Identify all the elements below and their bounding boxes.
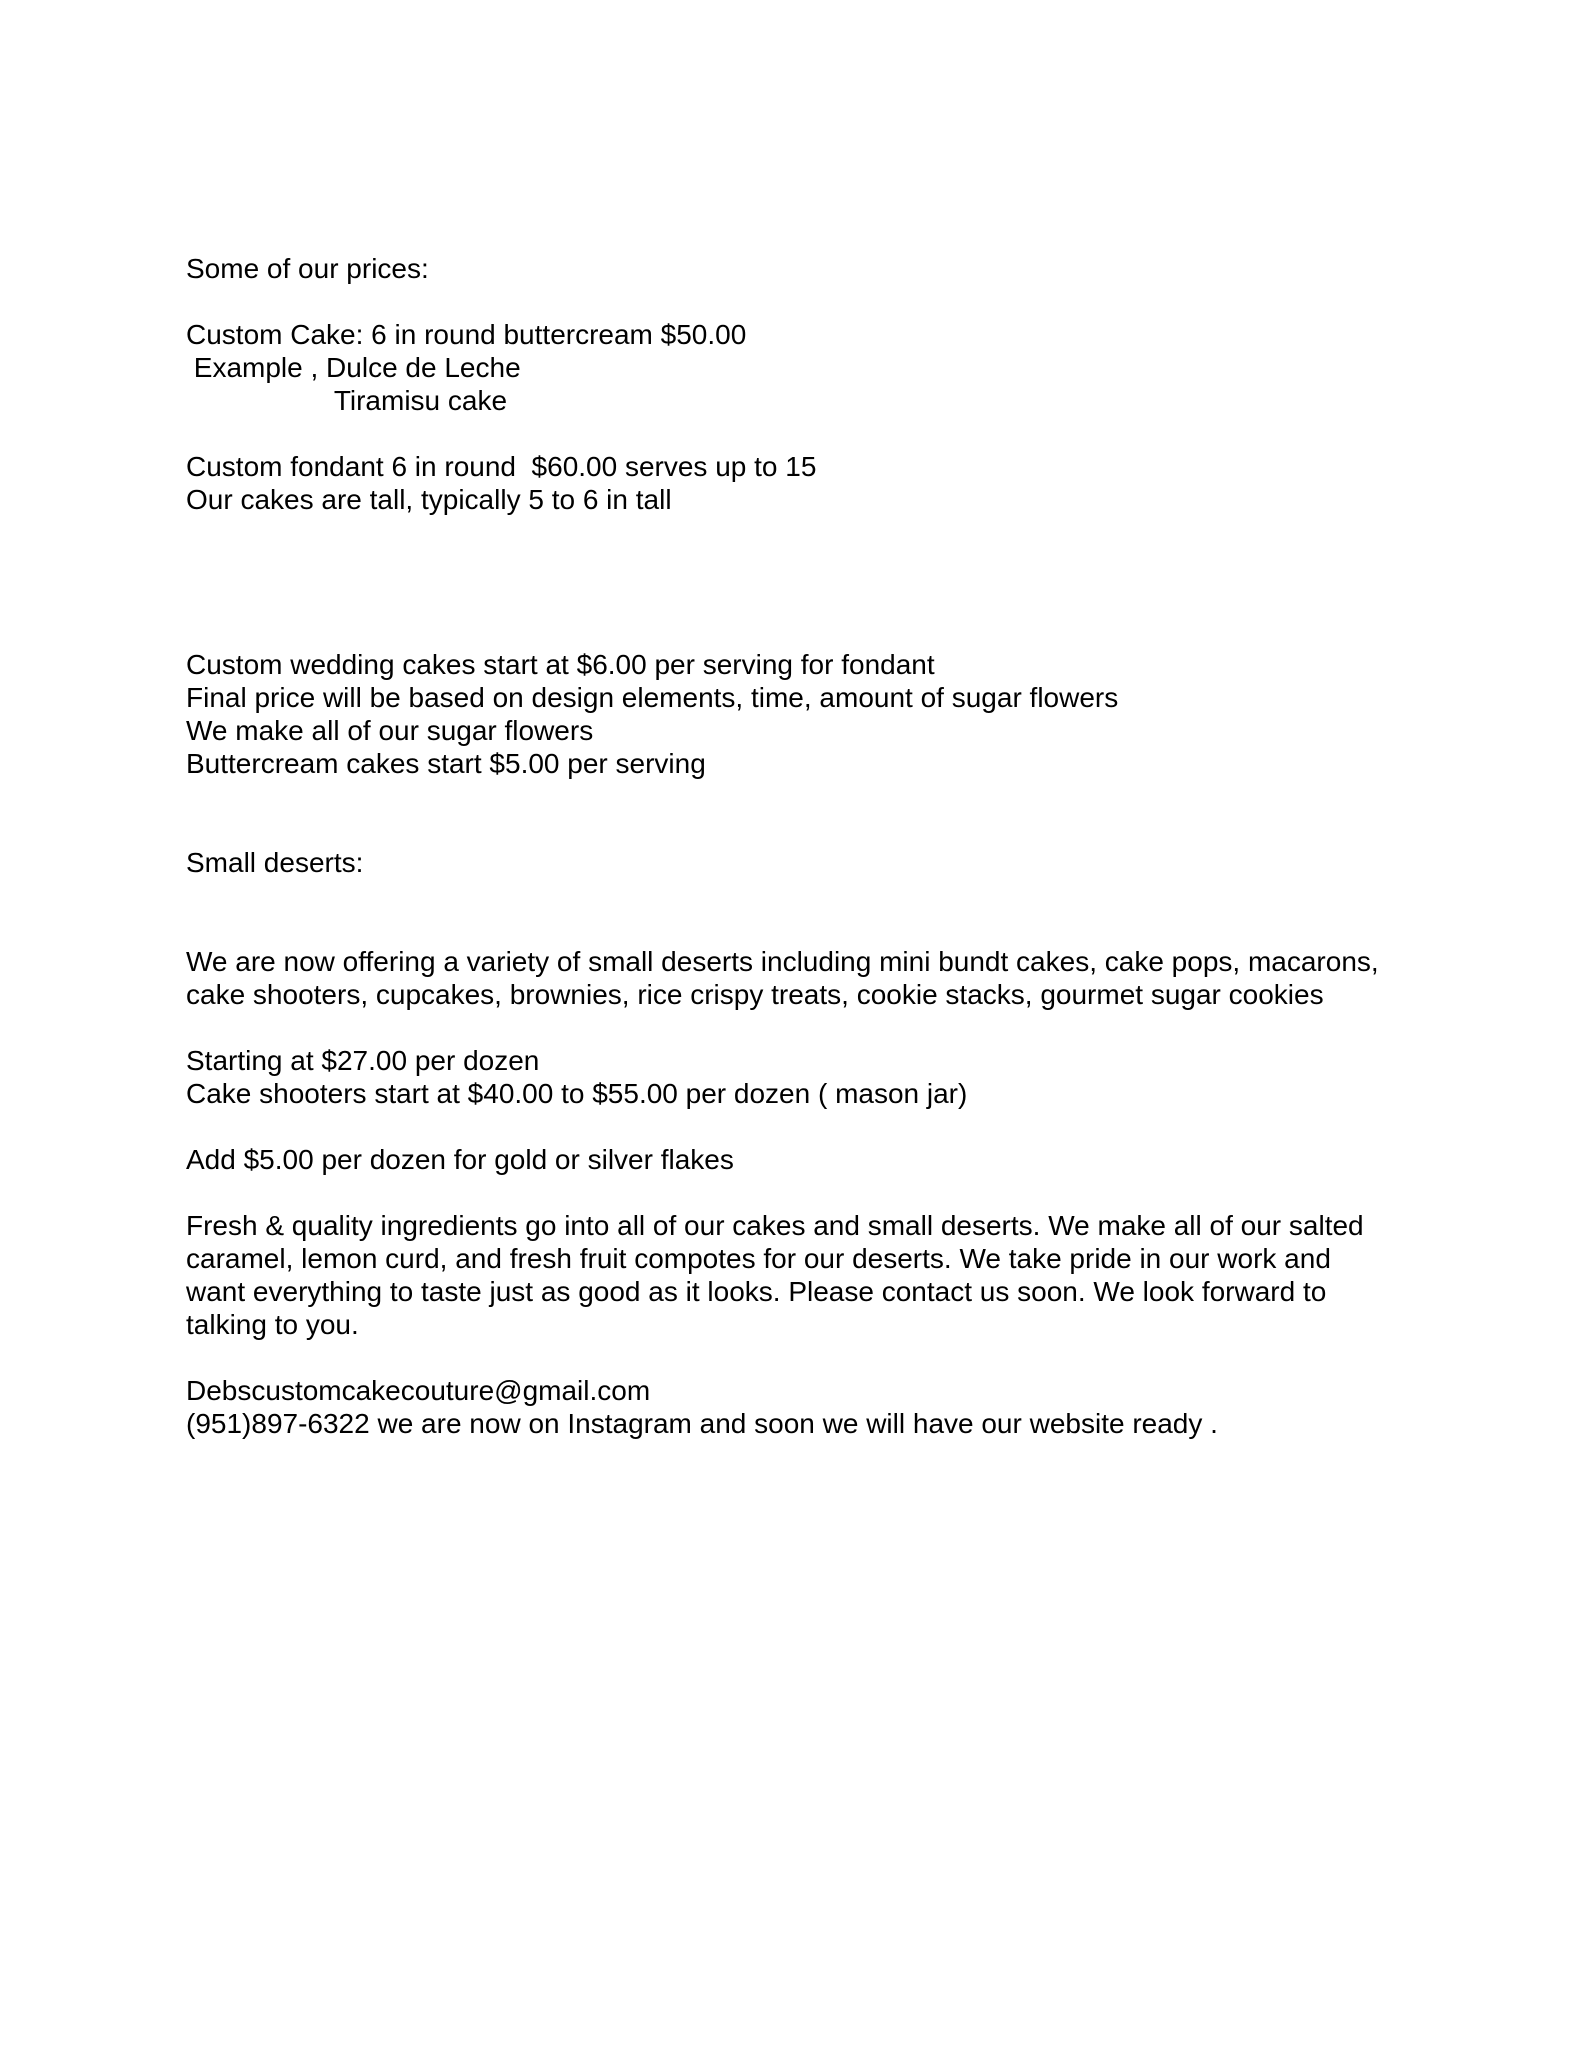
example-line: Tiramisu cake: [186, 385, 508, 416]
flakes-addon: [186, 1143, 1396, 1176]
price-line: Cake shooters start at $40.00 to $55.00 per dozen ( mason jar): [186, 1078, 968, 1109]
statement-paragraph: Fresh & quality ingredients go into all of our cakes and small deserts. We make all of our salted caramel, lemon curd, and fresh fruit compotes for our deserts. We take pride in our work and want everything to taste just as good as it looks. Please contact us soon. We look forward to talking to you.: [186, 1210, 1372, 1340]
small-deserts-pricing: [186, 1044, 1396, 1110]
price-line: Buttercream cakes start $5.00 per serving: [186, 748, 706, 779]
email-line: Debscustomcakecouture@gmail.com: [186, 1375, 651, 1406]
note-line: Final price will be based on design elements, time, amount of sugar flowers: [186, 682, 1119, 713]
prices-heading: [186, 252, 1396, 285]
price-line: Custom fondant 6 in round $60.00 serves up to 15: [186, 451, 817, 482]
price-line: Custom Cake: 6 in round buttercream $50.00: [186, 319, 747, 350]
quality-statement: [186, 1209, 1396, 1341]
heading-line: Small deserts:: [186, 847, 364, 878]
example-line: Example , Dulce de Leche: [186, 352, 521, 383]
contact-info: [186, 1374, 1396, 1440]
custom-cake-pricing: [186, 318, 1396, 417]
note-line: Our cakes are tall, typically 5 to 6 in tall: [186, 484, 672, 515]
price-line: Custom wedding cakes start at $6.00 per serving for fondant: [186, 649, 935, 680]
fondant-pricing: [186, 450, 1396, 516]
small-deserts-heading: [186, 846, 1396, 879]
price-line: Starting at $27.00 per dozen: [186, 1045, 540, 1076]
description-paragraph: We are now offering a variety of small deserts including mini bundt cakes, cake pops, macarons, cake shooters, cupcakes, brownies, rice crispy treats, cookie stacks, gourmet sugar cookies: [186, 946, 1387, 1010]
note-line: We make all of our sugar flowers: [186, 715, 594, 746]
document-content: [186, 252, 1396, 1440]
price-line: Add $5.00 per dozen for gold or silver flakes: [186, 1144, 734, 1175]
heading-line: Some of our prices:: [186, 253, 429, 284]
phone-line: (951)897-6322 we are now on Instagram and soon we will have our website ready .: [186, 1408, 1218, 1439]
small-deserts-description: [186, 945, 1396, 1011]
wedding-pricing: [186, 648, 1396, 780]
